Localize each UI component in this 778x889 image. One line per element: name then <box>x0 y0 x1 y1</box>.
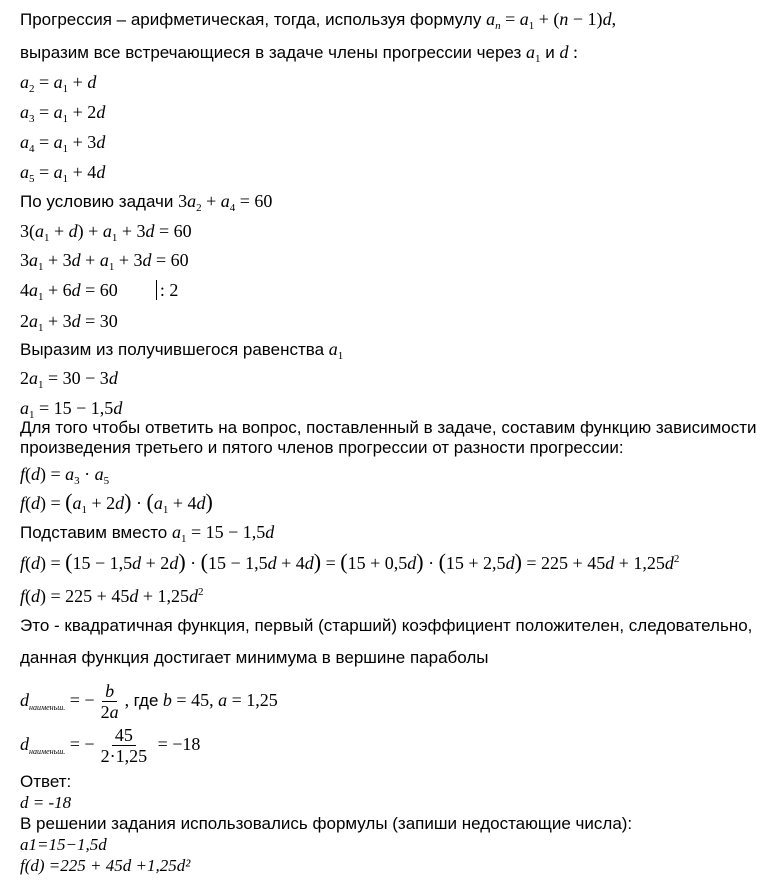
formula-a1-answer: a1=15−1,5d <box>20 835 107 854</box>
function-substituted: $f(d) = (15 - 1,5d + 2d) \cdot (15 - 1,5d + 4d) = (15 + 0,5d) \cdot (15 + 2,5d) = 225 + 45d + 1,25d^2$ <box>20 549 680 574</box>
conclusion-line-2: данная функция достигает минимума в вершине параболы <box>20 648 489 667</box>
paragraph-line-1: Для того чтобы ответить на вопрос, поставленный в задаче, составим функцию зависимости <box>20 418 757 437</box>
equation-step-3: $4a_1 + 6d = 60$ : 2 <box>20 280 179 303</box>
vertex-computation: $d_{наименьш.}$ = − $\frac{45}{2\cdot 1,25}$ = −18 <box>20 725 201 767</box>
formula-a3: $a_3 = a_1 + 2d$ <box>20 102 106 125</box>
function-definition: $f(d) = a_3 \cdot a_5$ <box>20 464 110 487</box>
express-line: Выразим из получившегося равенства $a_1$ <box>20 339 344 362</box>
formula-f-answer: f(d) =225 + 45d +1,25d² <box>20 856 191 875</box>
function-expanded: $f(d) = (a_1 + 2d) \cdot (a_1 + 4d)$ <box>20 489 213 516</box>
answer-label: Ответ: <box>20 772 72 791</box>
equation-step-4: $2a_1 + 3d = 30$ <box>20 311 118 334</box>
conclusion-line-1: Это - квадратичная функция, первый (старший) коэффициент положителен, следовательно, <box>20 616 753 635</box>
answer-value: d = -18 <box>20 793 72 812</box>
fraction-b-over-2a: $\frac{b}{2a}$ <box>100 681 119 723</box>
formula-a2: $a_2 = a_1 + d$ <box>20 72 97 95</box>
equation-step-5: $2a_1 = 30 - 3d$ <box>20 368 118 391</box>
equation-step-1: $3(a_1 + d) + a_1 + 3d = 60$ <box>20 221 192 244</box>
intro-line-1: Прогрессия – арифметическая, тогда, используя формулу $a_n = a_1 + (n - 1)d$, <box>20 9 617 32</box>
formulas-prompt: В решении задания использовались формулы (запиши недостающие числа): <box>20 814 633 833</box>
fraction-45-over-2-1-25: $\frac{45}{2\cdot 1,25}$ <box>100 725 148 767</box>
function-result: $f(d) = 225 + 45d + 1,25d^2$ <box>20 586 204 606</box>
formula-a4: $a_4 = a_1 + 3d$ <box>20 132 106 155</box>
condition-line: По условию задачи $3a_2 + a_4 = 60$ <box>20 191 273 214</box>
equation-step-2: $3a_1 + 3d + a_1 + 3d = 60$ <box>20 250 189 273</box>
general-term-formula: $a_n = a_1 + (n - 1)d$, <box>486 9 617 32</box>
equation-step-6: $a_1 = 15 - 1,5d$ <box>20 398 123 421</box>
substitute-line: Подставим вместо $a_1 = 15 - 1,5d$ <box>20 522 275 545</box>
divide-by-2-mark: : 2 <box>156 280 179 300</box>
formula-a5: $a_5 = a_1 + 4d$ <box>20 162 106 185</box>
intro-line-2: выразим все встречающиеся в задаче члены прогрессии через $a_1$ и d : <box>20 42 578 65</box>
paragraph-line-2: произведения третьего и пятого членов прогрессии от разности прогрессии: <box>20 438 624 457</box>
vertex-formula: $d_{наименьш.}$ = − $\frac{b}{2a}$ , где b = 45, a = 1,25 <box>20 681 278 723</box>
